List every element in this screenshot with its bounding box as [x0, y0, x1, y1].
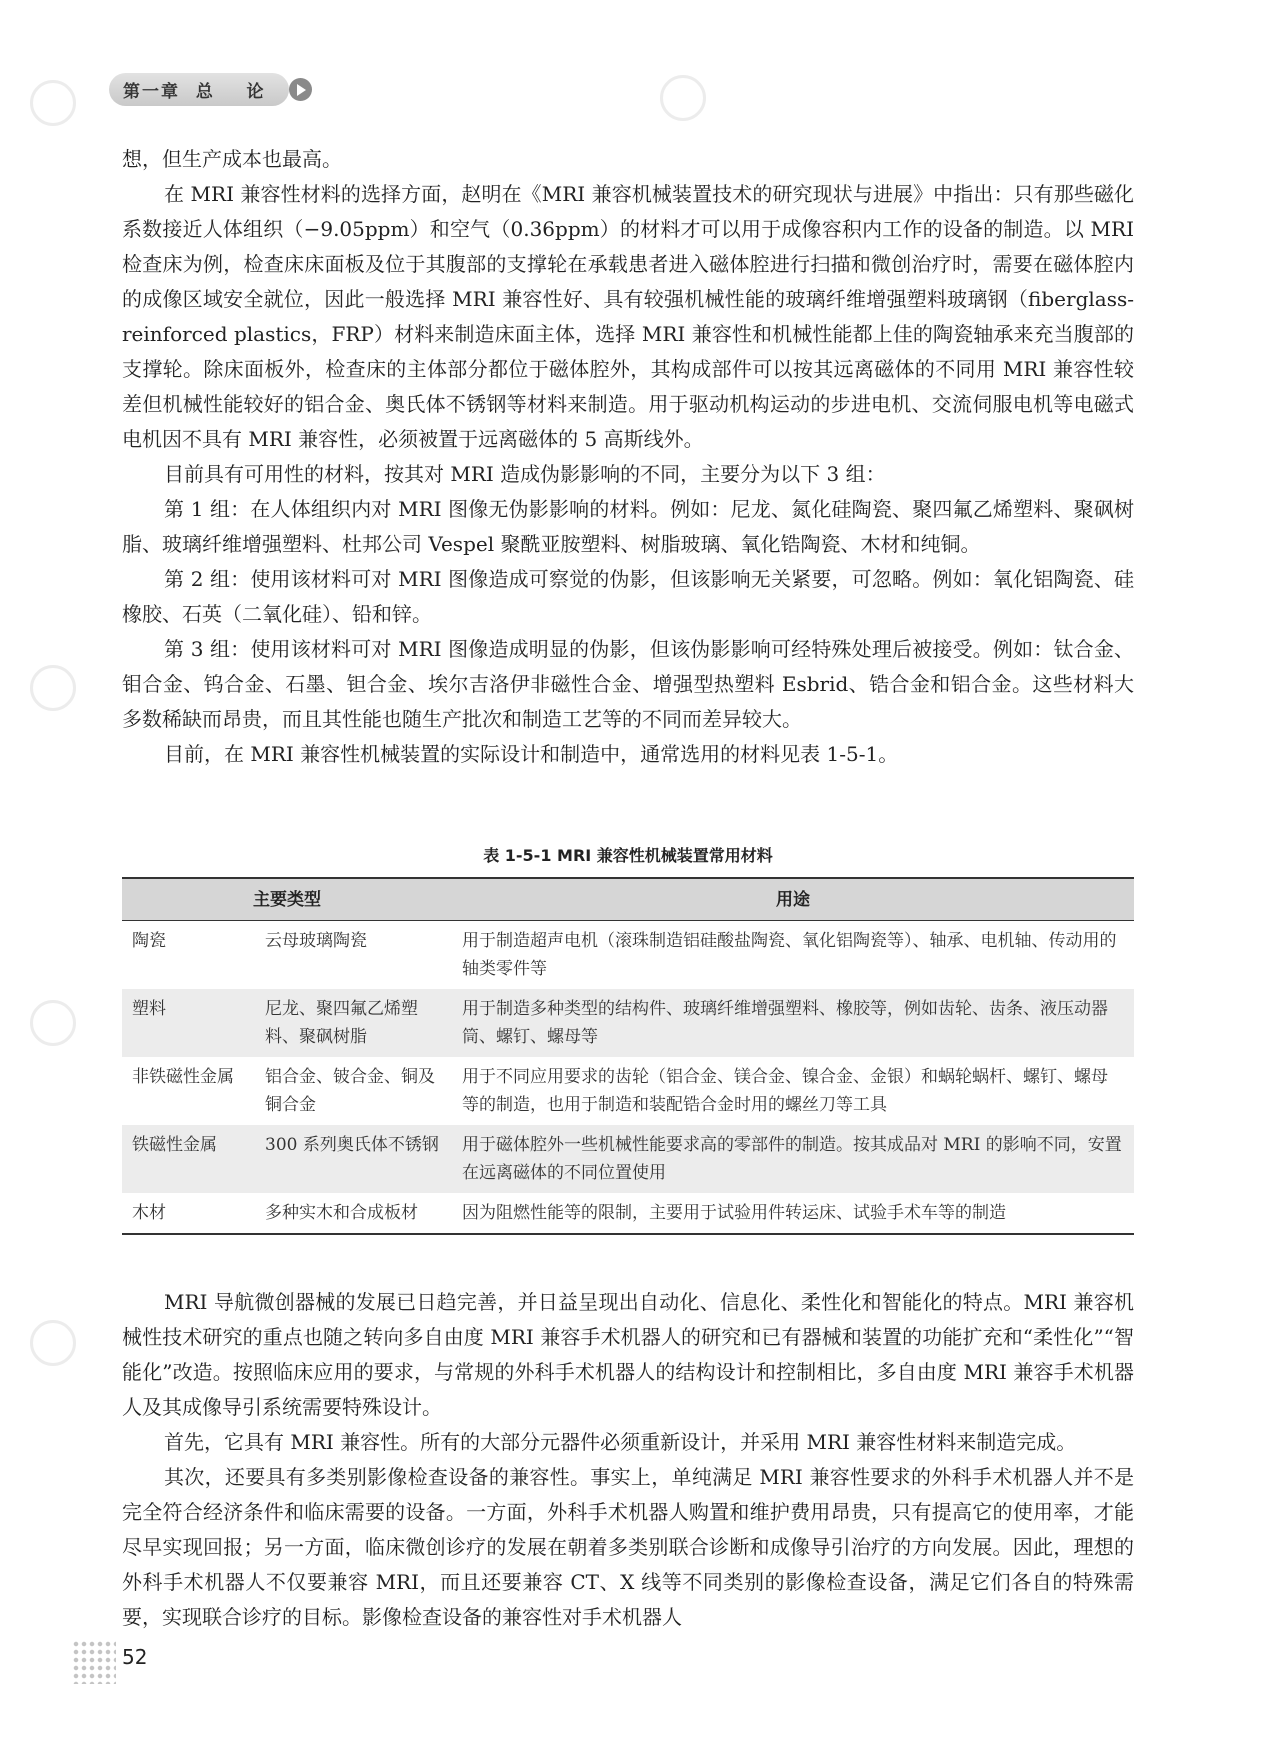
table-caption: 表 1-5-1 MRI 兼容性机械装置常用材料 — [483, 846, 773, 865]
paragraph: 第 3 组：使用该材料可对 MRI 图像造成明显的伪影，但该伪影影响可经特殊处理后被接受。例如：钛合金、钼合金、钨合金、石墨、钽合金、埃尔吉洛伊非磁性合金、增强型热塑料 Esbrid、锆合金和铝合金。这些材料大多数稀缺而昂贵，而且其性能也随生产批次和制造工艺等的不同而差异较大。 — [122, 637, 1134, 731]
cell-use: 用于磁体腔外一些机械性能要求高的零部件的制造。按其成品对 MRI 的影响不同，安置在远离磁体的不同位置使用 — [452, 1125, 1134, 1193]
paragraph: 目前，在 MRI 兼容性机械装置的实际设计和制造中，通常选用的材料见表 1-5-1。 — [164, 742, 899, 766]
page-number: 52 — [122, 1645, 148, 1669]
table-row — [122, 921, 1134, 990]
chapter-tab — [109, 73, 289, 106]
table-row — [122, 989, 1134, 1057]
cell-category: 木材 — [122, 1193, 255, 1234]
cell-type: 300 系列奥氏体不锈钢 — [255, 1125, 452, 1193]
cell-use: 用于制造超声电机（滚珠制造铝硅酸盐陶瓷、氧化铝陶瓷等）、轴承、电机轴、传动用的轴类零件等 — [462, 931, 1117, 979]
paragraph: 想，但生产成本也最高。 — [122, 147, 342, 171]
table-row — [122, 1057, 1134, 1125]
chapter-label: 第一章 总 论 — [123, 82, 266, 102]
body-text-bottom — [122, 1285, 1134, 1635]
paragraph: MRI 导航微创器械的发展已日趋完善，并日益呈现出自动化、信息化、柔性化和智能化的特点。MRI 兼容机械性技术研究的重点也随之转向多自由度 MRI 兼容手术机器人的研究和已有器械和装置的功能扩充和“柔性化”“智能化”改造。按照临床应用的要求，与常规的外科手术机器人的结构设计和控制相比，多自由度 MRI 兼容手术机器人及其成像导引系统需要特殊设计。 — [122, 1290, 1134, 1419]
cell-use: 因为阻燃性能等的限制，主要用于试验用件转运床、试验手术车等的制造 — [452, 1193, 1134, 1234]
cell-category: 铁磁性金属 — [122, 1125, 255, 1193]
header-type: 主要类型 — [122, 878, 452, 921]
cell-type: 多种实木和合成板材 — [255, 1193, 452, 1234]
cell-type: 尼龙、聚四氟乙烯塑料、聚砜树脂 — [255, 989, 452, 1057]
table-row — [122, 1193, 1134, 1234]
paragraph: 第 2 组：使用该材料可对 MRI 图像造成可察觉的伪影，但该影响无关紧要，可忽略。例如：氧化铝陶瓷、硅橡胶、石英（二氧化硅）、铅和锌。 — [122, 567, 1134, 626]
paragraph: 第 1 组：在人体组织内对 MRI 图像无伪影影响的材料。例如：尼龙、氮化硅陶瓷、聚四氟乙烯塑料、聚砜树脂、玻璃纤维增强塑料、杜邦公司 Vespel 聚酰亚胺塑料、树脂玻璃、氧化锆陶瓷、木材和纯铜。 — [122, 497, 1134, 556]
table-header-row — [122, 878, 1134, 921]
cell-use: 用于制造多种类型的结构件、玻璃纤维增强塑料、橡胶等，例如齿轮、齿条、液压动器筒、螺钉、螺母等 — [452, 989, 1134, 1057]
paragraph: 目前具有可用性的材料，按其对 MRI 造成伪影影响的不同，主要分为以下 3 组： — [164, 462, 886, 486]
chevron-right-icon — [289, 78, 312, 101]
header-use: 用途 — [452, 878, 1134, 921]
watermark-logo — [30, 1000, 76, 1046]
paragraph: 首先，它具有 MRI 兼容性。所有的大部分元器件必须重新设计，并采用 MRI 兼容性材料来制造完成。 — [164, 1430, 1077, 1454]
table-row — [122, 1125, 1134, 1193]
materials-table — [122, 877, 1134, 1235]
cell-type: 云母玻璃陶瓷 — [265, 931, 367, 951]
body-text-top — [122, 142, 1134, 772]
watermark-logo — [30, 665, 76, 711]
watermark-logo — [30, 1320, 76, 1366]
cell-category: 塑料 — [122, 989, 255, 1057]
cell-category: 非铁磁性金属 — [132, 1067, 234, 1087]
footer-dots-decoration — [72, 1640, 116, 1684]
watermark-logo — [30, 80, 76, 126]
paragraph: 在 MRI 兼容性材料的选择方面，赵明在《MRI 兼容机械装置技术的研究现状与进展》中指出：只有那些磁化系数接近人体组织（−9.05ppm）和空气（0.36ppm）的材料才可以用于成像容积内工作的设备的制造。以 MRI 检查床为例，检查床床面板及位于其腹部的支撑轮在承载患者进入磁体腔进行扫描和微创治疗时，需要在磁体腔内的成像区域安全就位，因此一般选择 MRI 兼容性好、具有较强机械性能的玻璃纤维增强塑料玻璃钢（fiberglass-reinforced plastics，FRP）材料来制造床面主体，选择 MRI 兼容性和机械性能都上佳的陶瓷轴承来充当腹部的支撑轮。除床面板外，检查床的主体部分都位于磁体腔外，其构成部件可以按其远离磁体的不同用 MRI 兼容性较差但机械性能较好的铝合金、奥氏体不锈钢等材料来制造。用于驱动机构运动的步进电机、交流伺服电机等电磁式电机因不具有 MRI 兼容性，必须被置于远离磁体的 5 高斯线外。 — [122, 182, 1134, 451]
watermark-logo — [660, 75, 706, 121]
cell-category: 陶瓷 — [132, 931, 166, 951]
cell-type: 铝合金、铍合金、铜及铜合金 — [265, 1067, 435, 1115]
paragraph: 其次，还要具有多类别影像检查设备的兼容性。事实上，单纯满足 MRI 兼容性要求的外科手术机器人并不是完全符合经济条件和临床需要的设备。一方面，外科手术机器人购置和维护费用昂贵，只有提高它的使用率，才能尽早实现回报；另一方面，临床微创诊疗的发展在朝着多类别联合诊断和成像导引治疗的方向发展。因此，理想的外科手术机器人不仅要兼容 MRI，而且还要兼容 CT、X 线等不同类别的影像检查设备，满足它们各自的特殊需要，实现联合诊疗的目标。影像检查设备的兼容性对手术机器人 — [122, 1465, 1134, 1629]
cell-use: 用于不同应用要求的齿轮（铝合金、镁合金、镍合金、金银）和蜗轮蜗杆、螺钉、螺母等的制造，也用于制造和装配锆合金时用的螺丝刀等工具 — [462, 1067, 1108, 1115]
